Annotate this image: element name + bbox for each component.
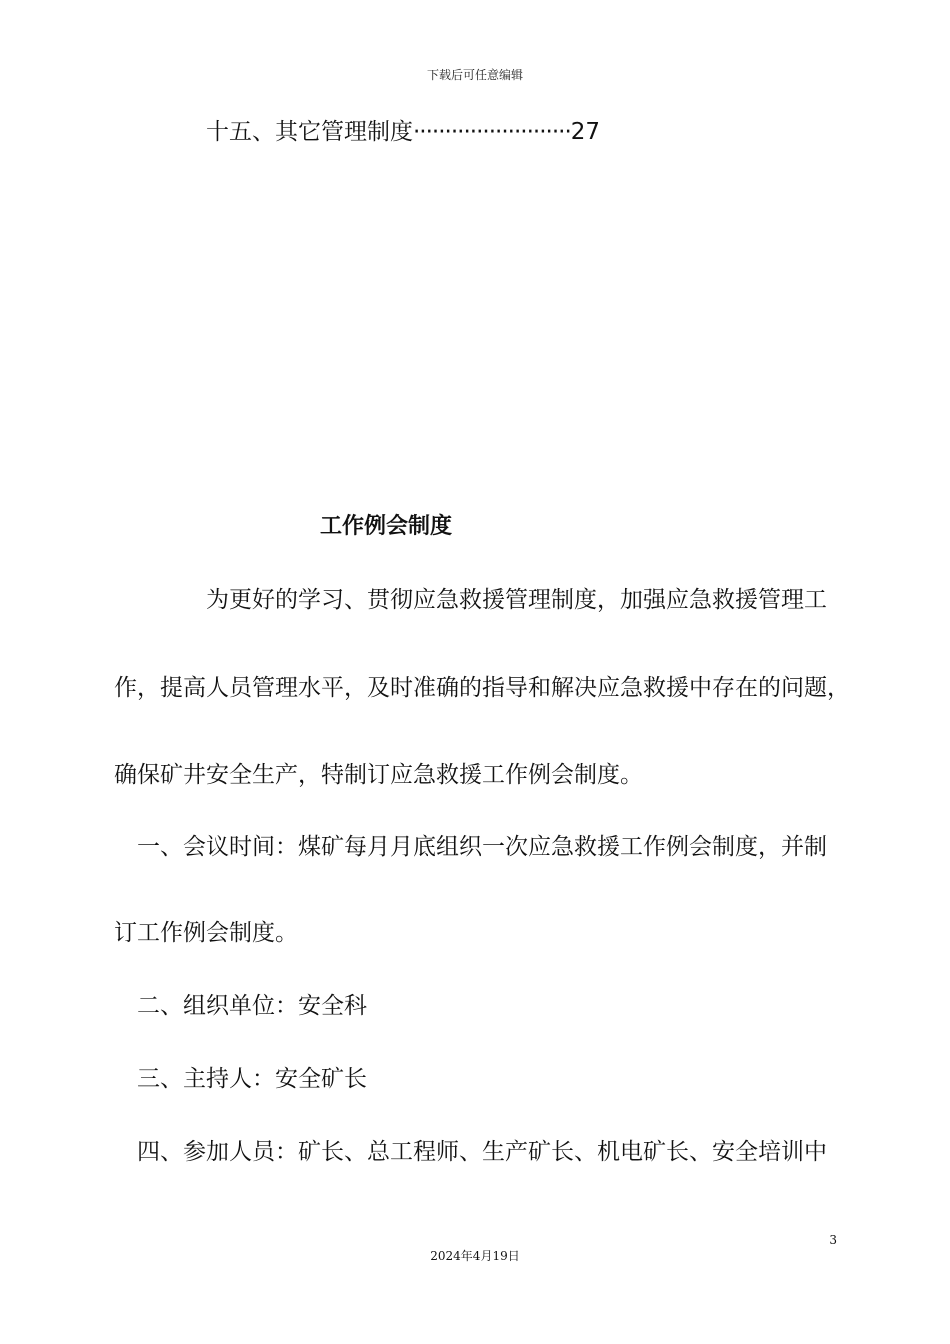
footer-date: 2024年4月19日	[430, 1249, 520, 1263]
header-note: 下载后可任意编辑	[426, 68, 523, 82]
body-line-5: 订工作例会制度。	[114, 920, 298, 946]
toc-entry-leader-dots: ·························	[413, 119, 571, 145]
document-title: 工作例会制度	[320, 514, 453, 539]
body-line-4: 一、会议时间：煤矿每月月底组织一次应急救援工作例会制度，并制	[137, 834, 827, 860]
toc-entry-page-number: 27	[570, 119, 601, 145]
body-line-2: 作，提高人员管理水平，及时准确的指导和解决应急救援中存在的问题，	[114, 675, 850, 701]
body-line-1: 为更好的学习、贯彻应急救援管理制度，加强应急救援管理工	[206, 587, 827, 613]
body-line-3: 确保矿井安全生产，特制订应急救援工作例会制度。	[114, 762, 643, 788]
page-number: 3	[829, 1233, 837, 1247]
body-line-8: 四、参加人员：矿长、总工程师、生产矿长、机电矿长、安全培训中	[137, 1139, 827, 1165]
body-line-7: 三、主持人：安全矿长	[137, 1066, 367, 1092]
body-line-6: 二、组织单位：安全科	[137, 993, 367, 1019]
toc-entry-label: 十五、其它管理制度	[206, 119, 413, 145]
toc-entry	[206, 113, 600, 146]
